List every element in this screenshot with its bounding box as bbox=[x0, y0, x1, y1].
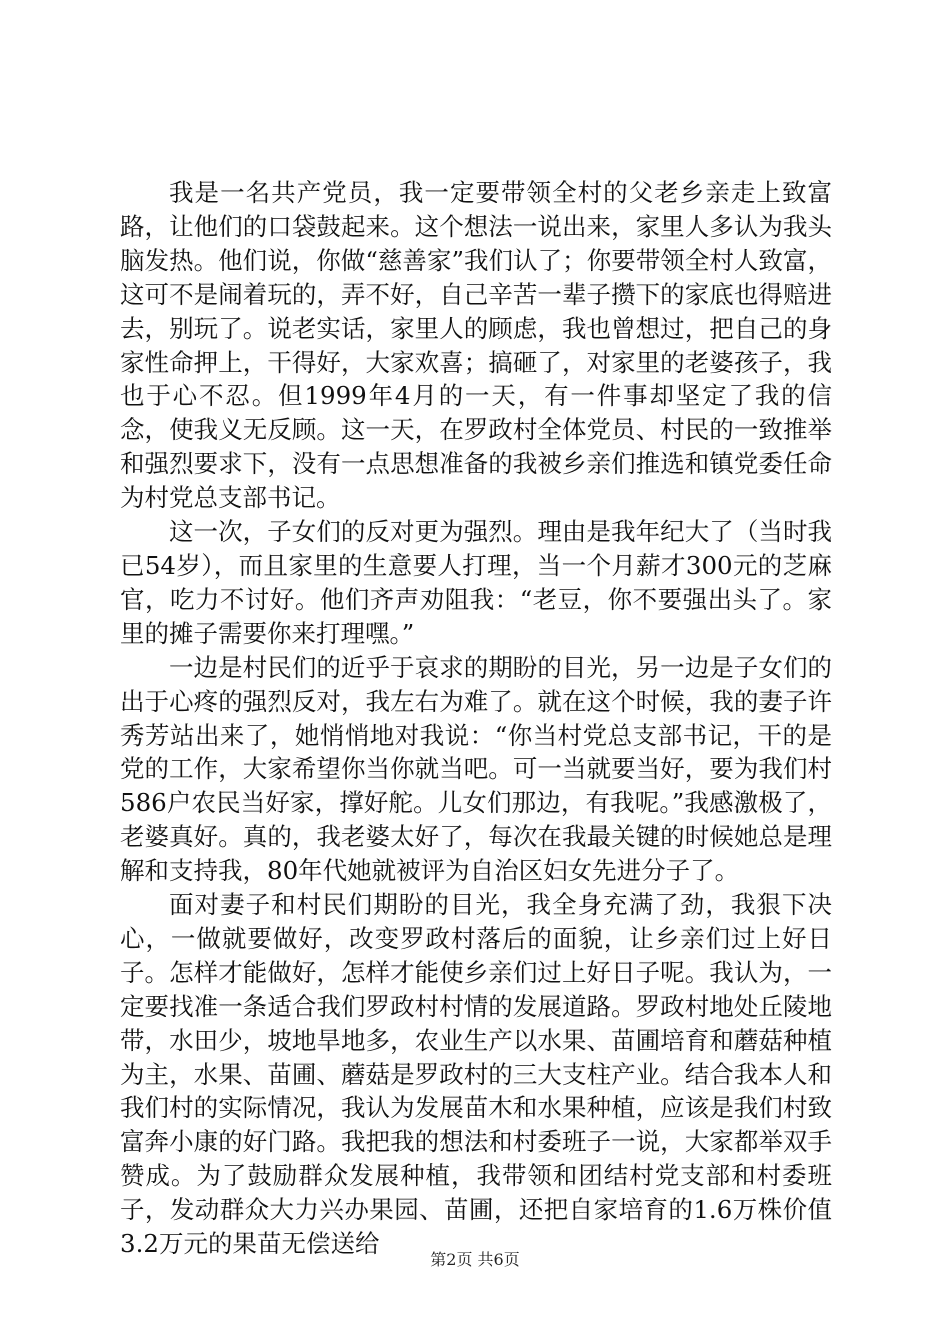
document-body bbox=[120, 176, 832, 1261]
paragraph-2: 这一次，子女们的反对更为强烈。理由是我年纪大了（当时我已54岁），而且家里的生意要人打理，当一个月薪才300元的芝麻官，吃力不讨好。他们齐声劝阻我：“老豆，你不要强出头了。家里的摊子需要你来打理嘿。” bbox=[120, 517, 832, 648]
page-footer: 第2页 共6页 bbox=[430, 1250, 520, 1269]
paragraph-1: 我是一名共产党员，我一定要带领全村的父老乡亲走上致富路，让他们的口袋鼓起来。这个想法一说出来，家里人多认为我头脑发热。他们说，你做“慈善家”我们认了；你要带领全村人致富，这可不是闹着玩的，弄不好，自己辛苦一辈子攒下的家底也得赔进去，别玩了。说老实话，家里人的顾虑，我也曾想过，把自己的身家性命押上，干得好，大家欢喜；搞砸了，对家里的老婆孩子，我也于心不忍。但1999年4月的一天，有一件事却坚定了我的信念，使我义无反顾。这一天，在罗政村全体党员、村民的一致推举和强烈要求下，没有一点思想准备的我被乡亲们推选和镇党委任命为村党总支部书记。 bbox=[120, 178, 832, 513]
paragraph-3: 一边是村民们的近乎于哀求的期盼的目光，另一边是子女们的出于心疼的强烈反对，我左右为难了。就在这个时候，我的妻子许秀芳站出来了，她悄悄地对我说：“你当村党总支部书记，干的是党的工作，大家希望你当你就当吧。可一当就要当好，要为我们村586户农民当好家，撑好舵。儿女们那边，有我呢。”我感激极了，老婆真好。真的，我老婆太好了，每次在我最关键的时候她总是理解和支持我，80年代她就被评为自治区妇女先进分子了。 bbox=[120, 652, 832, 886]
paragraph-4: 面对妻子和村民们期盼的目光，我全身充满了劲，我狠下决心，一做就要做好，改变罗政村落后的面貌，让乡亲们过上好日子。怎样才能做好，怎样才能使乡亲们过上好日子呢。我认为，一定要找准一条适合我们罗政村村情的发展道路。罗政村地处丘陵地带，水田少，坡地旱地多，农业生产以水果、苗圃培育和蘑菇种植为主，水果、苗圃、蘑菇是罗政村的三大支柱产业。结合我本人和我们村的实际情况，我认为发展苗木和水果种植，应该是我们村致富奔小康的好门路。我把我的想法和村委班子一说，大家都举双手赞成。为了鼓励群众发展种植，我带领和团结村党支部和村委班子，发动群众大力兴办果园、苗圃，还把自家培育的1.6万株价值3.2万元的果苗无偿送给 bbox=[120, 890, 832, 1259]
